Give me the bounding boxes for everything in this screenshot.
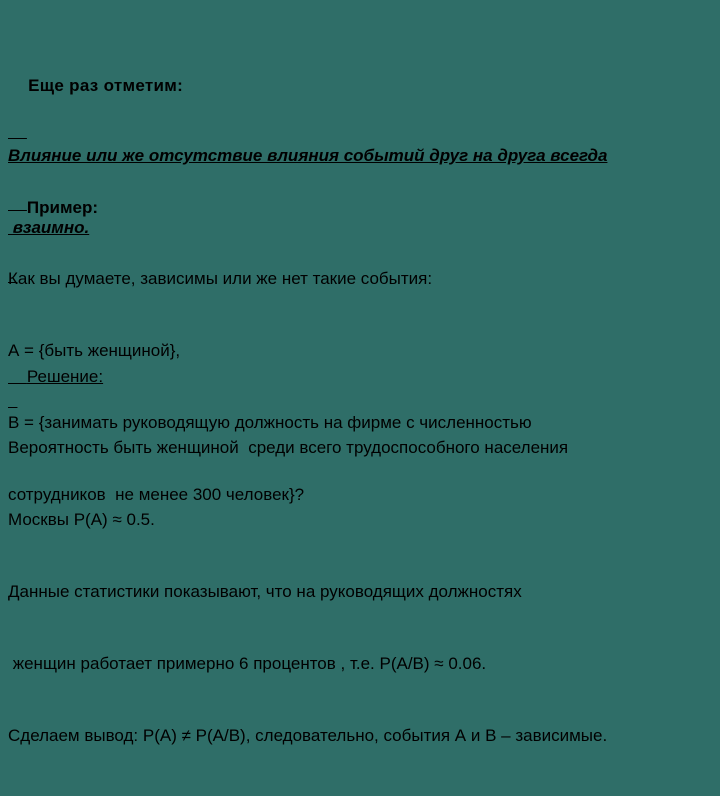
solution-line: Вероятность быть женщиной среди всего трудоспособного населения — [8, 438, 569, 457]
solution-line: Москвы Р(А) ≈ 0.5. — [8, 510, 155, 529]
solution-line: Сделаем вывод: Р(А) ≠ Р(А/В), следовательно, события А и В – зависимые. — [8, 726, 608, 745]
question-line: А = {быть женщиной}, — [8, 341, 181, 360]
heading-text: Еще раз отметим: — [28, 76, 184, 95]
example-label-text: Пример: — [26, 198, 99, 217]
question-line: Как вы думаете, зависимы или же нет такие события: — [8, 269, 433, 288]
solution — [8, 388, 718, 796]
solution-label-text: Решение: — [26, 367, 104, 386]
solution-line: женщин работает примерно 6 процентов , т.е. Р(А/В) ≈ 0.06. — [8, 654, 487, 673]
statement-line: взаимно. — [8, 218, 90, 237]
statement-line: Влияние или же отсутствие влияния событий друг на друга всегда — [8, 146, 608, 165]
question-line: В = {занимать руководящую должность на фирме с численностью — [8, 413, 532, 432]
question-line: сотрудников не менее 300 человек}? — [8, 485, 305, 504]
solution-line: Данные статистики показывают, что на руководящих должностях — [8, 582, 522, 601]
